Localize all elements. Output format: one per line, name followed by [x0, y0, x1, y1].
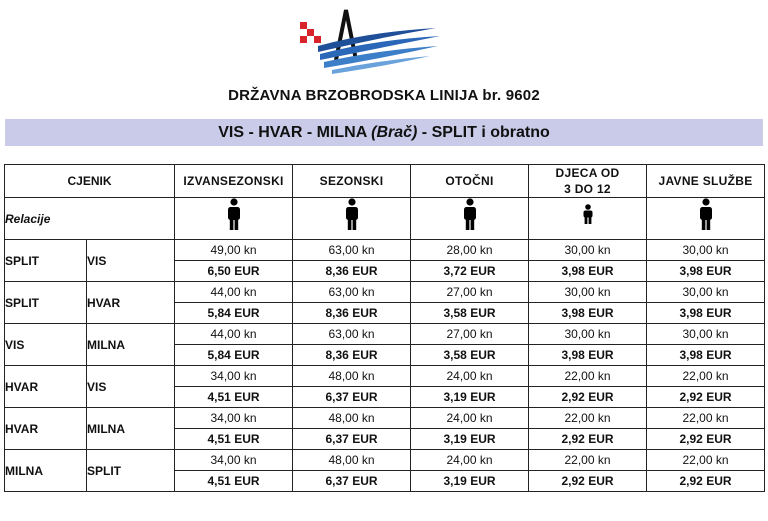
route-row: [5, 240, 765, 282]
route-row: [5, 366, 765, 408]
price-kn: 27,00 kn: [411, 324, 528, 345]
price-cell-otocni: [411, 282, 529, 324]
price-cell-sezonski: [293, 240, 411, 282]
price-eur: 3,58 EUR: [443, 348, 496, 362]
adult-icon: [344, 198, 360, 230]
price-eur: 8,36 EUR: [325, 306, 378, 320]
price-kn: 22,00 kn: [647, 408, 764, 429]
price-eur: 3,98 EUR: [561, 306, 614, 320]
price-cell-otocni: [411, 408, 529, 450]
price-kn: 27,00 kn: [411, 282, 528, 303]
price-eur: 2,92 EUR: [561, 432, 614, 446]
route-to: MILNA: [87, 324, 175, 366]
price-eur: 5,84 EUR: [207, 348, 260, 362]
route-banner: [5, 119, 763, 146]
icon-cell: [293, 198, 411, 240]
col-header-otocni: OTOČNI: [411, 165, 529, 198]
route-main: VIS - HVAR - MILNA: [218, 124, 372, 141]
icon-cell: [647, 198, 765, 240]
price-eur: 8,36 EUR: [325, 264, 378, 278]
price-eur: 3,58 EUR: [443, 306, 496, 320]
adult-icon: [462, 198, 478, 230]
price-cell-izvansezonski: [175, 366, 293, 408]
price-cell-djeca: [529, 282, 647, 324]
price-kn: 30,00 kn: [647, 240, 764, 261]
price-kn: 48,00 kn: [293, 408, 410, 429]
price-eur: 2,92 EUR: [561, 474, 614, 488]
price-cell-izvansezonski: [175, 240, 293, 282]
price-eur: 3,98 EUR: [679, 306, 732, 320]
price-kn: 49,00 kn: [175, 240, 292, 261]
icon-cell: [529, 198, 647, 240]
price-eur: 5,84 EUR: [207, 306, 260, 320]
price-eur: 2,92 EUR: [561, 390, 614, 404]
col-header-djeca: [529, 165, 647, 198]
price-cell-javne-sluzbe: [647, 408, 765, 450]
price-kn: 34,00 kn: [175, 408, 292, 429]
price-kn: 28,00 kn: [411, 240, 528, 261]
icon-cell: [175, 198, 293, 240]
route-from: MILNA: [5, 450, 87, 492]
price-cell-sezonski: [293, 408, 411, 450]
route-to: VIS: [87, 366, 175, 408]
price-cell-djeca: [529, 366, 647, 408]
price-eur: 2,92 EUR: [679, 432, 732, 446]
price-eur: 4,51 EUR: [207, 390, 260, 404]
price-cell-izvansezonski: [175, 282, 293, 324]
price-kn: 63,00 kn: [293, 282, 410, 303]
route-from: HVAR: [5, 408, 87, 450]
child-icon: [582, 204, 594, 224]
price-kn: 30,00 kn: [529, 324, 646, 345]
price-cell-otocni: [411, 240, 529, 282]
price-cell-izvansezonski: [175, 450, 293, 492]
price-eur: 2,92 EUR: [679, 390, 732, 404]
company-logo: [298, 6, 446, 76]
col-header-javne-sluzbe: JAVNE SLUŽBE: [647, 165, 765, 198]
route-end: - SPLIT i obratno: [417, 124, 550, 141]
price-kn: 34,00 kn: [175, 366, 292, 387]
price-cell-sezonski: [293, 324, 411, 366]
route-row: [5, 408, 765, 450]
cjenik-header: CJENIK: [5, 165, 175, 198]
checkerboard-icon: [300, 22, 321, 43]
price-kn: 44,00 kn: [175, 282, 292, 303]
price-kn: 24,00 kn: [411, 450, 528, 471]
price-cell-izvansezonski: [175, 408, 293, 450]
route-from: VIS: [5, 324, 87, 366]
price-cell-izvansezonski: [175, 324, 293, 366]
price-cell-otocni: [411, 450, 529, 492]
header-row: [5, 165, 765, 198]
col-header-sezonski: SEZONSKI: [293, 165, 411, 198]
adult-icon: [698, 198, 714, 230]
price-cell-javne-sluzbe: [647, 366, 765, 408]
price-kn: 48,00 kn: [293, 450, 410, 471]
price-cell-javne-sluzbe: [647, 450, 765, 492]
price-cell-javne-sluzbe: [647, 240, 765, 282]
route-from: SPLIT: [5, 240, 87, 282]
route-to: VIS: [87, 240, 175, 282]
price-kn: 22,00 kn: [529, 408, 646, 429]
route-to: MILNA: [87, 408, 175, 450]
price-kn: 30,00 kn: [647, 324, 764, 345]
price-kn: 24,00 kn: [411, 366, 528, 387]
price-kn: 30,00 kn: [529, 282, 646, 303]
col-header-izvansezonski: IZVANSEZONSKI: [175, 165, 293, 198]
route-row: [5, 282, 765, 324]
price-kn: 22,00 kn: [647, 366, 764, 387]
route-to: HVAR: [87, 282, 175, 324]
price-cell-otocni: [411, 324, 529, 366]
price-eur: 3,98 EUR: [679, 264, 732, 278]
price-kn: 48,00 kn: [293, 366, 410, 387]
price-eur: 6,50 EUR: [207, 264, 260, 278]
price-kn: 22,00 kn: [529, 366, 646, 387]
price-cell-djeca: [529, 408, 647, 450]
price-cell-sezonski: [293, 282, 411, 324]
route-from: SPLIT: [5, 282, 87, 324]
price-kn: 30,00 kn: [529, 240, 646, 261]
price-kn: 22,00 kn: [647, 450, 764, 471]
route-to: SPLIT: [87, 450, 175, 492]
price-cell-djeca: [529, 324, 647, 366]
price-cell-otocni: [411, 366, 529, 408]
route-row: [5, 324, 765, 366]
price-eur: 3,19 EUR: [443, 432, 496, 446]
price-eur: 3,98 EUR: [561, 264, 614, 278]
price-eur: 4,51 EUR: [207, 432, 260, 446]
route-island: (Brač): [371, 124, 418, 141]
price-cell-djeca: [529, 240, 647, 282]
price-eur: 2,92 EUR: [679, 474, 732, 488]
price-kn: 24,00 kn: [411, 408, 528, 429]
price-cell-djeca: [529, 450, 647, 492]
price-table: [4, 164, 765, 492]
price-eur: 3,19 EUR: [443, 390, 496, 404]
price-kn: 30,00 kn: [647, 282, 764, 303]
icon-cell: [411, 198, 529, 240]
route-row: [5, 450, 765, 492]
route-from: HVAR: [5, 366, 87, 408]
price-eur: 8,36 EUR: [325, 348, 378, 362]
relacije-label: Relacije: [5, 198, 175, 240]
price-eur: 6,37 EUR: [325, 390, 378, 404]
price-eur: 4,51 EUR: [207, 474, 260, 488]
icon-row: [5, 198, 765, 240]
adult-icon: [226, 198, 242, 230]
price-kn: 63,00 kn: [293, 324, 410, 345]
price-eur: 6,37 EUR: [325, 474, 378, 488]
price-eur: 3,19 EUR: [443, 474, 496, 488]
price-cell-javne-sluzbe: [647, 324, 765, 366]
price-kn: 63,00 kn: [293, 240, 410, 261]
price-eur: 3,98 EUR: [561, 348, 614, 362]
company-title: DRŽAVNA BRZOBRODSKA LINIJA br. 9602: [228, 87, 540, 104]
price-kn: 22,00 kn: [529, 450, 646, 471]
price-kn: 34,00 kn: [175, 450, 292, 471]
price-cell-sezonski: [293, 450, 411, 492]
price-kn: 44,00 kn: [175, 324, 292, 345]
col-header-djeca-label: DJECA OD 3 DO 12: [555, 166, 620, 196]
price-cell-sezonski: [293, 366, 411, 408]
price-eur: 3,72 EUR: [443, 264, 496, 278]
price-eur: 6,37 EUR: [325, 432, 378, 446]
price-eur: 3,98 EUR: [679, 348, 732, 362]
price-rows: [5, 240, 765, 492]
price-cell-javne-sluzbe: [647, 282, 765, 324]
